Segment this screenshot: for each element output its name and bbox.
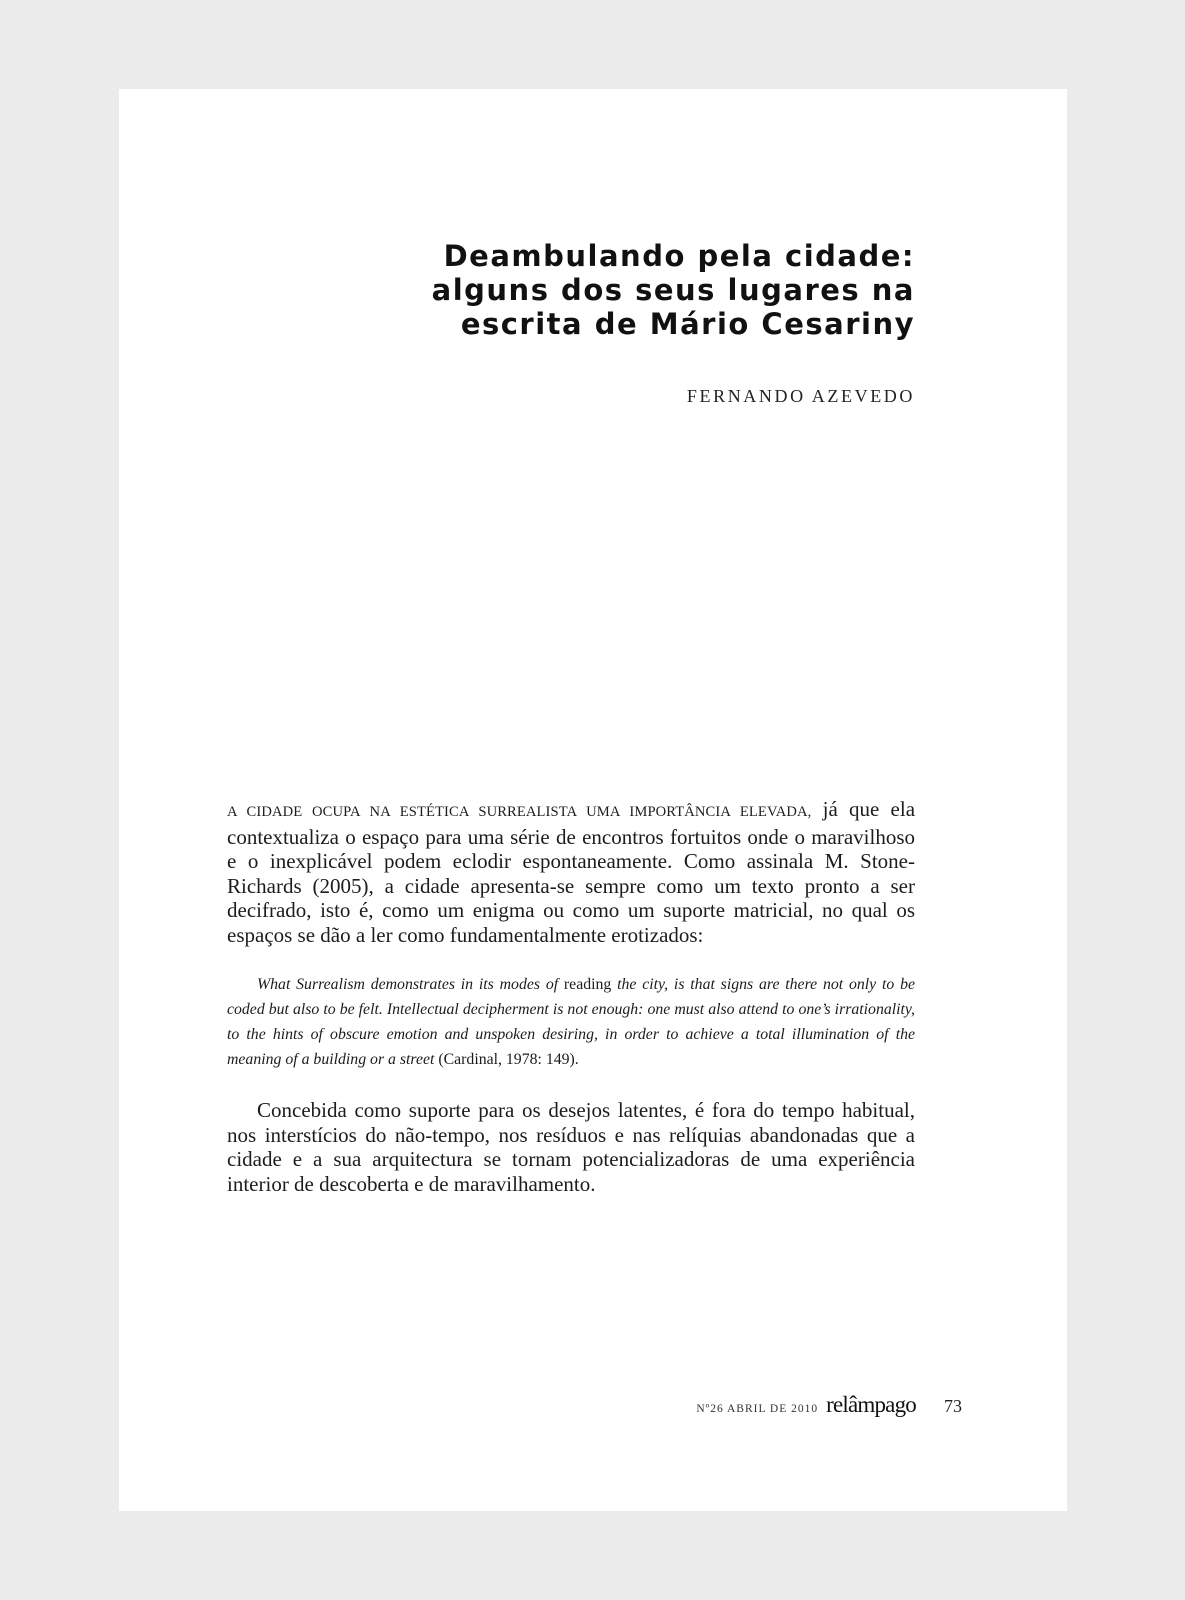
paragraph-2: Concebida como suporte para os desejos latentes, é fora do tempo habitual, nos interstícios do não-tempo, nos resíduos e nas relíquias abandonadas que a cidade e a sua arquitectura se tornam potencializadoras de uma experiência interior de descoberta e de maravilhamento. <box>227 1098 915 1196</box>
quote-citation: (Cardinal, 1978: 149). <box>434 1051 579 1068</box>
footer-issue: Nº26 ABRIL DE 2010 <box>696 1403 819 1415</box>
title-line-2: alguns dos seus lugares na <box>431 273 915 307</box>
paragraph-1 <box>227 797 915 947</box>
paragraph-1-text: já que ela contextualiza o espaço para uma série de encontros fortuitos onde o maravilhoso e o inexplicável podem eclodir espontaneamente. Como assinala M. Stone-Richards (2005), a cidade apresenta-se sempre como um texto pronto a ser decifrado, isto é, como um enigma ou como um suporte matricial, no qual os espaços se dão a ler como fundamentalmente erotizados: <box>227 797 916 947</box>
article-body <box>227 797 915 1196</box>
title-line-3: escrita de Mário Cesariny <box>460 307 915 341</box>
paragraph-lead-caps: A CIDADE OCUPA NA ESTÉTICA SURREALISTA UMA IMPORTÂNCIA ELEVADA, <box>227 804 812 820</box>
quote-text-2: the city, is that signs are there not only to be coded but also to be felt. Intellectual decipherment is not enough: one must also attend to one’s irrationality, to the hints of obscure emotion and unspoken desiring, in order to achieve a total illumination of the meaning of a building or a street <box>227 976 915 1068</box>
title-line-1: Deambulando pela cidade: <box>443 239 915 273</box>
page-footer <box>519 1392 962 1418</box>
quote-text-1: What Surrealism demonstrates in its modes of <box>257 976 559 993</box>
article-author: FERNANDO AZEVEDO <box>686 386 915 406</box>
footer-magazine-logo: relâmpago <box>826 1392 916 1417</box>
document-page <box>119 89 1067 1511</box>
page-number: 73 <box>944 1396 962 1416</box>
quote-roman-word: reading <box>558 976 618 993</box>
block-quote <box>227 972 915 1072</box>
article-title <box>347 239 915 341</box>
